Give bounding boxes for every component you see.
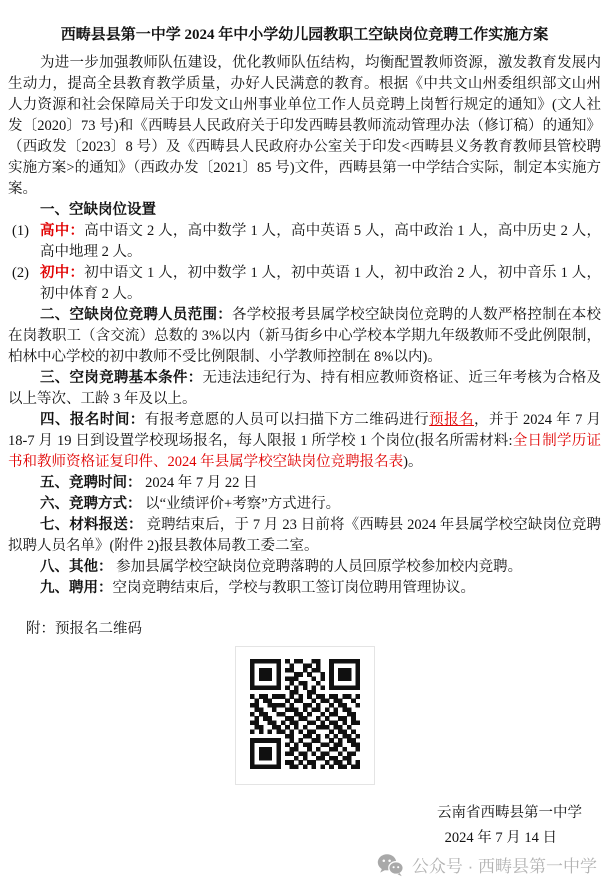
qr-code-icon (250, 659, 360, 769)
text-segment: 高中语文 2 人，高中数学 1 人，高中英语 5 人，高中政治 1 人，高中历史 2 人，高中地理 2 人。 (40, 223, 602, 260)
paragraph (8, 557, 601, 578)
signature-date: 2024 年 7 月 14 日 (444, 830, 557, 846)
doc-title: 西畴县县第一中学 2024 年中小学幼儿园教职工空缺岗位竞聘工作实施方案 (60, 27, 549, 43)
paragraph (8, 368, 601, 410)
text-segment: 五、竞聘时间： (40, 475, 142, 491)
pre-registration-link[interactable]: 预报名 (429, 412, 475, 428)
text-segment: 七、材料报送： (40, 517, 143, 533)
document-body (8, 53, 601, 599)
text-segment: 六、竞聘方式： (40, 496, 142, 512)
text-segment: 初中： (40, 265, 85, 281)
text-segment: 四、报名时间： (40, 412, 145, 428)
text-segment: 一、空缺岗位设置 (40, 202, 156, 218)
text-segment: 竞聘结束后，于 7 月 23 日前将《西畴县 2024 年县属学校空缺岗位竞聘拟聘人员名单》(附件 2)报县教体局教工委二室。 (8, 517, 602, 554)
attachment-note: 附：预报名二维码 (26, 621, 142, 637)
text-segment: 参加县属学校空缺岗位竞聘落聘的人员回原学校参加校内竞聘。 (112, 559, 523, 575)
paragraph (8, 473, 601, 494)
text-segment: 以“业绩评价+考察”方式进行。 (141, 496, 341, 512)
text-segment: 2024 年 7 月 22 日 (141, 475, 258, 491)
paragraph (8, 305, 601, 368)
paragraph (8, 410, 601, 473)
paragraph (8, 515, 601, 557)
text-segment: 为进一步加强教师队伍建设，优化教师队伍结构，均衡配置教师资源，激发教育发展内生动力，提高全县教育教学质量，办好人民满意的教育。根据《中共文山州委组织部文山州人力资源和社会保障局关于印发文山州事业单位工作人员竞聘上岗暂行规定的通知》(文人社发〔2020〕73 号)和《西畴县人民政府关于印发西畴县教师流动管理办法（修订稿）的通知》（西政发〔2023〕8 号）及《西畴县人民政府办公室关于印发<西畴县义务教育教师县管校聘实施方案>的通知》（西政办发〔2021〕85 号)文件，西畴县第一中学结合实际，制定本实施方案。 (8, 55, 601, 197)
list-item (8, 221, 601, 263)
list-marker: (1) (12, 223, 29, 239)
text-segment: 全日制学历证书和教师资格证复印件、2024 年县属学校空缺岗位竞聘报名表 (8, 433, 602, 470)
text-segment: 无违法违纪行为、持有相应教师资格证、近三年考核为合格及以上等次、工龄 3 年及以上。 (8, 370, 602, 407)
list-item (8, 263, 601, 305)
signature-org: 云南省西畴县第一中学 (437, 805, 582, 821)
list-marker: (2) (12, 265, 29, 281)
text-segment: 初中语文 1 人，初中数学 1 人，初中英语 1 人，初中政治 2 人，初中音乐 1 人，初中体育 2 人。 (40, 265, 602, 302)
text-segment: 各学校报考县属学校空缺岗位竞聘的人数严格控制在本校在岗教职工（含交流）总数的 3%以内（新马街乡中心学校本学期九年级教师不受此例限制，柏林中心学校的初中教师不受比例限制、小学教师控制在 8%以内)。 (8, 307, 601, 365)
text-segment: 九、聘用： (40, 580, 113, 596)
text-segment: ，并于 2024 年 7 月 18-7 月 19 日到设置学校现场报名，每人限报 1 所学校 1 个岗位(报名所需材料: (8, 412, 602, 449)
qr-row (0, 646, 609, 785)
paragraph (8, 53, 601, 200)
wechat-footer (377, 852, 597, 877)
text-segment: 二、空缺岗位竞聘人员范围： (40, 307, 233, 323)
wechat-account-label: 公众号 · 西畴县第一中学 (411, 857, 597, 876)
text-segment: )。 (403, 454, 423, 470)
wechat-icon (377, 853, 404, 877)
text-segment: 有报考意愿的人员可以扫描下方二维码进行 (144, 412, 430, 428)
paragraph (8, 494, 601, 515)
text-segment: 三、空岗竞聘基本条件： (40, 370, 203, 386)
text-segment: 高中： (40, 223, 85, 239)
paragraph (8, 200, 601, 221)
paragraph (8, 578, 601, 599)
text-segment: 空岗竞聘结束后，学校与教职工签订岗位聘用管理协议。 (112, 580, 475, 596)
qr-frame (235, 646, 375, 785)
text-segment: 八、其他： (40, 559, 113, 575)
